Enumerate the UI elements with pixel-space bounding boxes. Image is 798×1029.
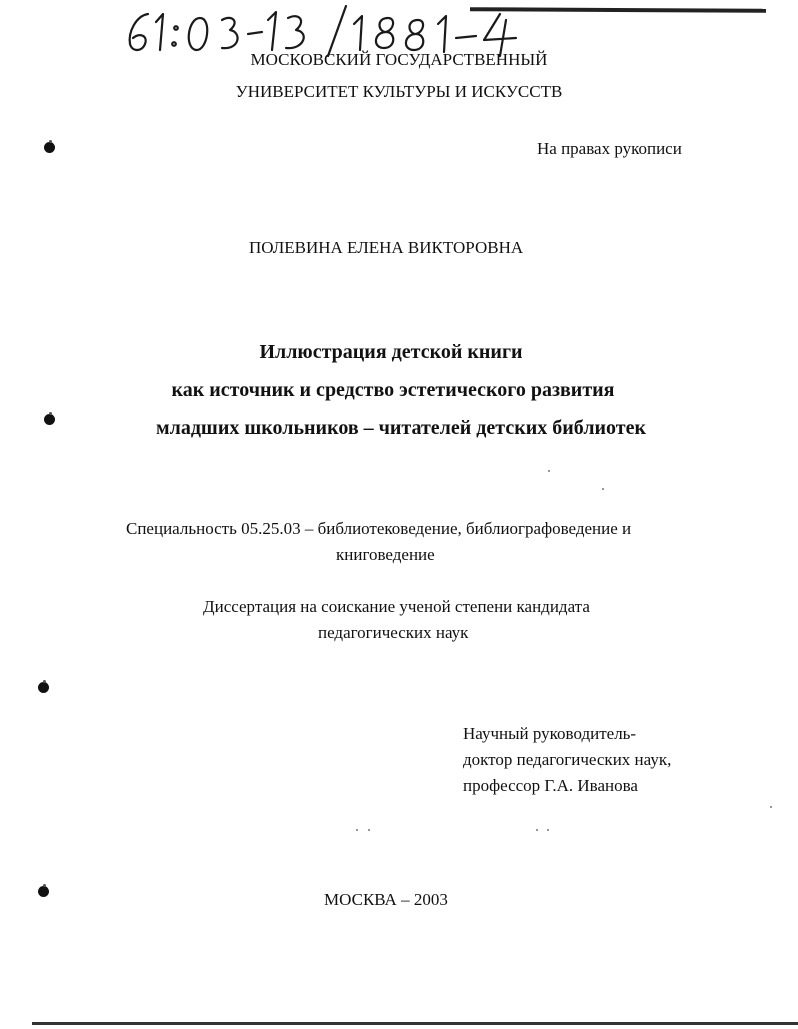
supervisor-line-1: Научный руководитель- [463,724,637,743]
punch-hole-mark [38,886,49,897]
scan-speck [547,829,549,831]
scan-speck [602,488,604,490]
punch-hole-mark [38,682,49,693]
specialty-line-1: Специальность 05.25.03 – библиотековедение, библиографоведение и [126,519,632,538]
scan-speck [356,829,358,831]
title-line-3: младших школьников – читателей детских библиотек [155,417,647,439]
institution-line-1: МОСКОВСКИЙ ГОСУДАРСТВЕННЫЙ [250,50,548,69]
title-line-1: Иллюстрация детской книги [259,341,523,363]
dissertation-line-2: педагогических наук [318,623,469,642]
institution-line-2: УНИВЕРСИТЕТ КУЛЬТУРЫ И ИСКУССТВ [235,82,563,101]
author-name: ПОЛЕВИНА ЕЛЕНА ВИКТОРОВНА [249,238,524,257]
title-line-2: как источник и средство эстетического развития [171,379,615,401]
specialty-line-2: книговедение [336,545,435,564]
supervisor-line-3: профессор Г.А. Иванова [463,776,638,795]
scan-speck [368,829,370,831]
scan-speck [548,470,550,472]
city-year: МОСКВА – 2003 [324,890,448,909]
supervisor-line-2: доктор педагогических наук, [463,750,672,769]
dissertation-line-1: Диссертация на соискание ученой степени кандидата [203,597,590,616]
scan-speck [536,829,538,831]
scan-bottom-rule [32,1022,798,1025]
punch-hole-mark [44,142,55,153]
rights-note: На правах рукописи [537,139,682,158]
scan-speck [770,806,772,808]
